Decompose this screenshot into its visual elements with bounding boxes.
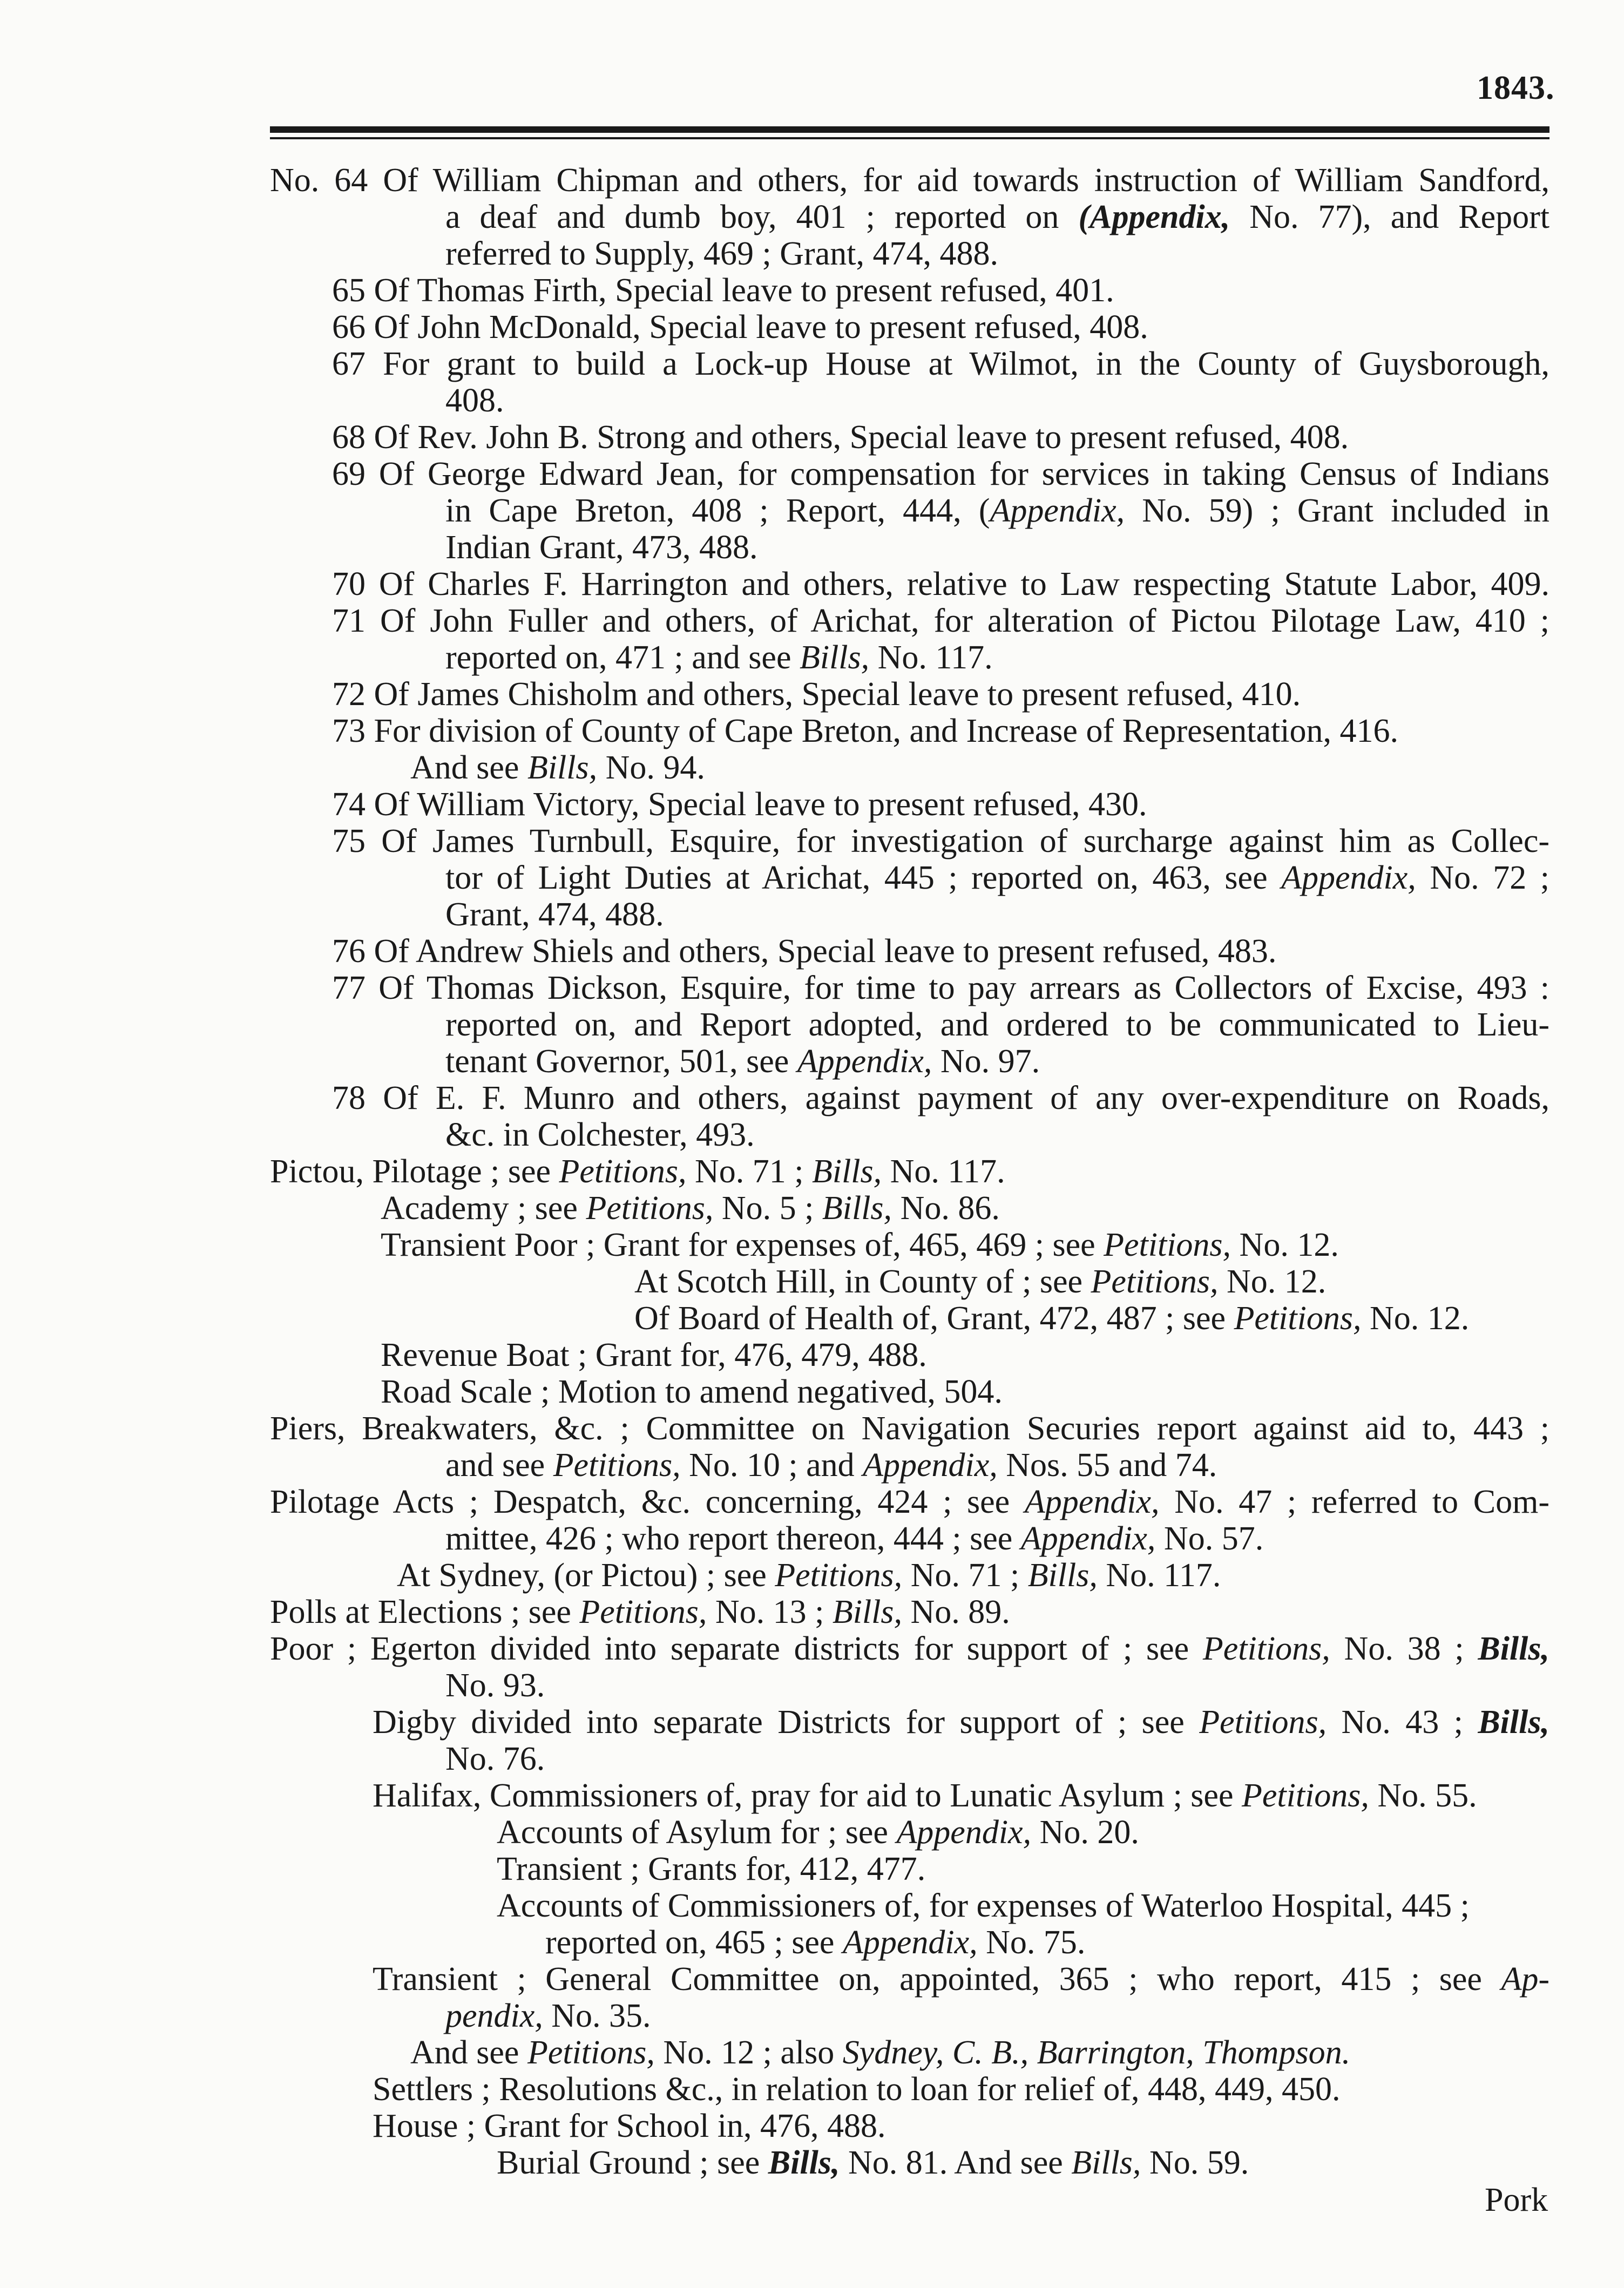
index-line: And see Bills, No. 94. xyxy=(410,749,705,786)
index-line: At Sydney, (or Pictou) ; see Petitions, No. 71 ; Bills, No. 117. xyxy=(397,1557,1221,1594)
index-line: 65 Of Thomas Firth, Special leave to present refused, 401. xyxy=(332,272,1114,309)
index-line: and see Petitions, No. 10 ; and Appendix, Nos. 55 and 74. xyxy=(445,1447,1217,1484)
index-line: Digby divided into separate Districts for support of ; see Petitions, No. 43 ; Bills, xyxy=(373,1704,1549,1741)
index-line: 76 Of Andrew Shiels and others, Special leave to present refused, 483. xyxy=(332,933,1277,970)
index-line: Indian Grant, 473, 488. xyxy=(445,529,758,566)
index-line: 408. xyxy=(445,382,504,419)
index-line: No. 64 Of William Chipman and others, for aid towards instruction of William Sandford, xyxy=(270,162,1550,199)
index-line: in Cape Breton, 408 ; Report, 444, (Appendix, No. 59) ; Grant included in xyxy=(445,492,1550,529)
index-line: Piers, Breakwaters, &c. ; Committee on Navigation Securies report against aid to, 443 ; xyxy=(270,1410,1549,1447)
index-line: No. 93. xyxy=(445,1667,545,1704)
index-line: Of Board of Health of, Grant, 472, 487 ; see Petitions, No. 12. xyxy=(634,1300,1470,1337)
index-line: Grant, 474, 488. xyxy=(445,896,664,933)
index-line: 71 Of John Fuller and others, of Arichat, for alteration of Pictou Pilotage Law, 410 ; xyxy=(332,603,1549,639)
index-line: Pictou, Pilotage ; see Petitions, No. 71 ; Bills, No. 117. xyxy=(270,1153,1005,1190)
index-line: 74 Of William Victory, Special leave to present refused, 430. xyxy=(332,786,1147,823)
index-line: Revenue Boat ; Grant for, 476, 479, 488. xyxy=(381,1337,927,1373)
index-line: referred to Supply, 469 ; Grant, 474, 488. xyxy=(445,235,998,272)
index-line: Settlers ; Resolutions &c., in relation to loan for relief of, 448, 449, 450. xyxy=(373,2071,1341,2108)
index-line: Accounts of Asylum for ; see Appendix, No. 20. xyxy=(497,1814,1139,1851)
index-line: 70 Of Charles F. Harrington and others, relative to Law respecting Statute Labor, 409. xyxy=(332,566,1549,603)
index-line: Transient Poor ; Grant for expenses of, 465, 469 ; see Petitions, No. 12. xyxy=(381,1227,1339,1263)
index-line: Halifax, Commissioners of, pray for aid to Lunatic Asylum ; see Petitions, No. 55. xyxy=(373,1777,1477,1814)
index-line: &c. in Colchester, 493. xyxy=(445,1116,755,1153)
index-line: And see Petitions, No. 12 ; also Sydney, C. B., Barrington, Thompson. xyxy=(410,2034,1351,2071)
index-line: No. 76. xyxy=(445,1741,545,1777)
index-line: 73 For division of County of Cape Breton, and Increase of Representation, 416. xyxy=(332,713,1398,749)
index-line: Transient ; Grants for, 412, 477. xyxy=(497,1851,926,1887)
index-line: Academy ; see Petitions, No. 5 ; Bills, No. 86. xyxy=(381,1190,1000,1227)
index-line: mittee, 426 ; who report thereon, 444 ; see Appendix, No. 57. xyxy=(445,1520,1264,1557)
index-line: Burial Ground ; see Bills, No. 81. And see Bills, No. 59. xyxy=(497,2144,1249,2181)
index-line: tor of Light Duties at Arichat, 445 ; reported on, 463, see Appendix, No. 72 ; xyxy=(445,859,1549,896)
index-line: a deaf and dumb boy, 401 ; reported on (Appendix, No. 77), and Report xyxy=(445,199,1550,235)
index-line: Transient ; General Committee on, appointed, 365 ; who report, 415 ; see Ap- xyxy=(373,1961,1549,1998)
index-line: Accounts of Commissioners of, for expenses of Waterloo Hospital, 445 ; xyxy=(497,1887,1470,1924)
index-line: 67 For grant to build a Lock-up House at Wilmot, in the County of Guysborough, xyxy=(332,346,1549,382)
index-line: reported on, and Report adopted, and ordered to be communicated to Lieu- xyxy=(445,1006,1549,1043)
index-line: tenant Governor, 501, see Appendix, No. 97. xyxy=(445,1043,1040,1080)
index-line: reported on, 471 ; and see Bills, No. 117. xyxy=(445,639,993,676)
index-line: Polls at Elections ; see Petitions, No. 13 ; Bills, No. 89. xyxy=(270,1594,1010,1630)
index-line: Pilotage Acts ; Despatch, &c. concerning, 424 ; see Appendix, No. 47 ; referred to Com- xyxy=(270,1484,1549,1520)
index-line: pendix, No. 35. xyxy=(445,1998,651,2034)
page-year-header: 1843. xyxy=(1477,70,1555,106)
header-rule-thick xyxy=(270,126,1549,133)
header-rule-thin xyxy=(270,137,1549,139)
index-line: 69 Of George Edward Jean, for compensation for services in taking Census of Indians xyxy=(332,456,1549,492)
catchword: Pork xyxy=(1485,2182,1548,2218)
index-line: 77 Of Thomas Dickson, Esquire, for time to pay arrears as Collectors of Excise, 493 : xyxy=(332,970,1549,1006)
index-line: 75 Of James Turnbull, Esquire, for investigation of surcharge against him as Collec- xyxy=(332,823,1549,859)
index-line: At Scotch Hill, in County of ; see Petitions, No. 12. xyxy=(634,1263,1327,1300)
index-line: Road Scale ; Motion to amend negatived, 504. xyxy=(381,1373,1003,1410)
index-line: House ; Grant for School in, 476, 488. xyxy=(373,2108,886,2144)
index-line: reported on, 465 ; see Appendix, No. 75. xyxy=(545,1924,1086,1961)
index-line: 78 Of E. F. Munro and others, against payment of any over-expenditure on Roads, xyxy=(332,1080,1549,1116)
index-line: 72 Of James Chisholm and others, Special leave to present refused, 410. xyxy=(332,676,1301,713)
index-line: 66 Of John McDonald, Special leave to present refused, 408. xyxy=(332,309,1148,346)
index-line: 68 Of Rev. John B. Strong and others, Special leave to present refused, 408. xyxy=(332,419,1349,456)
index-line: Poor ; Egerton divided into separate districts for support of ; see Petitions, No. 38 ; Bills, xyxy=(270,1630,1550,1667)
